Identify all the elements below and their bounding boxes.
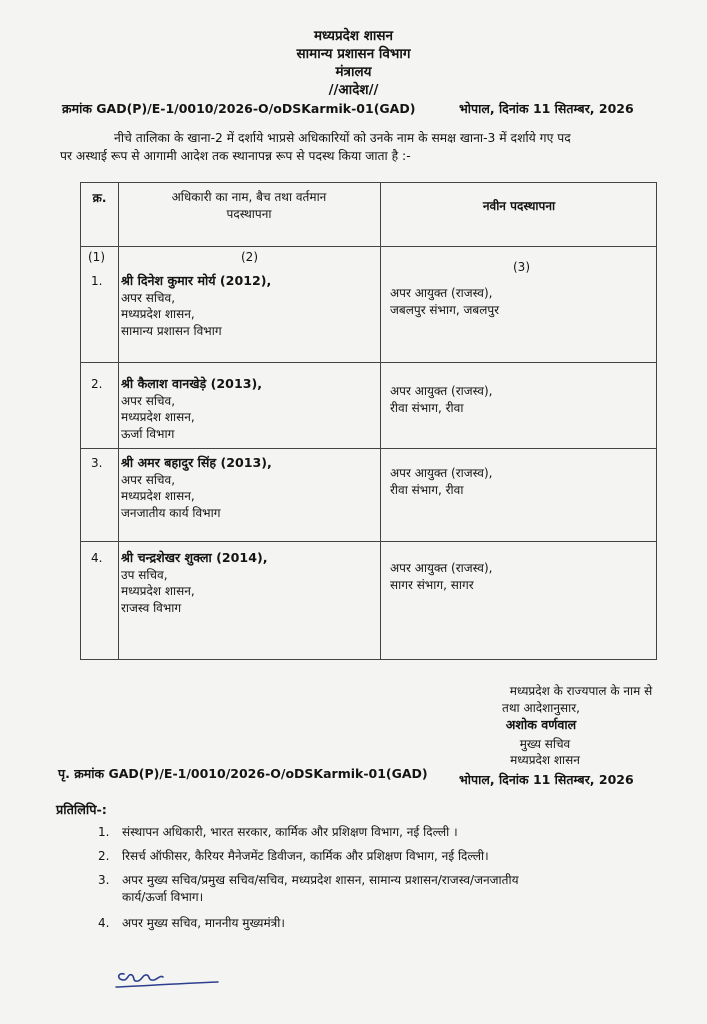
- posting-table: [80, 182, 657, 660]
- endorsement-number: पृ. क्रमांक GAD(P)/E-1/0010/2026-O/oDSKarmik-01(GAD): [58, 766, 428, 781]
- officer-detail: राजस्व विभाग: [121, 600, 182, 615]
- new-posting: अपर आयुक्त (राजस्व), रीवा संभाग, रीवा: [390, 384, 493, 415]
- officer-detail: मध्यप्रदेश शासन,: [121, 584, 195, 598]
- officer-detail: मध्यप्रदेश शासन,: [121, 307, 195, 321]
- officer-detail: अपर सचिव,: [121, 393, 176, 408]
- new-posting: अपर आयुक्त (राजस्व), जबलपुर संभाग, जबलपुर: [390, 286, 500, 317]
- copy-item-number: 1.: [98, 825, 110, 839]
- order-number: क्रमांक GAD(P)/E-1/0010/2026-O/oDSKarmik-01(GAD): [62, 101, 416, 116]
- col-number-1: (1): [88, 250, 105, 264]
- signatory-office: मध्यप्रदेश शासन: [510, 753, 580, 767]
- table-row-divider: [81, 541, 656, 542]
- new-posting: अपर आयुक्त (राजस्व), रीवा संभाग, रीवा: [390, 466, 493, 497]
- header-new-posting: नवीन पदस्थापना: [482, 199, 556, 213]
- copy-item-number: 2.: [98, 849, 110, 863]
- signatory-designation: मुख्य सचिव: [519, 737, 571, 751]
- row-serial: 2.: [91, 377, 103, 391]
- table-row: [121, 550, 268, 616]
- officer-detail: मध्यप्रदेश शासन,: [121, 489, 195, 503]
- table-row-divider: [81, 246, 656, 247]
- col-number-3: (3): [513, 260, 530, 274]
- table-row: [121, 455, 272, 521]
- col-number-2: (2): [241, 250, 258, 264]
- copy-item: अपर मुख्य सचिव, माननीय मुख्यमंत्री।: [122, 916, 285, 930]
- officer-detail: अपर सचिव,: [121, 472, 176, 487]
- governor-order-line: मध्यप्रदेश के राज्यपाल के नाम से: [509, 684, 653, 698]
- table-row: [121, 273, 271, 339]
- officer-detail: ऊर्जा विभाग: [121, 426, 175, 441]
- officer-detail: उप सचिव,: [121, 567, 168, 582]
- officer-name: श्री कैलाश वानखेड़े (2013),: [121, 376, 263, 391]
- officer-detail: सामान्य प्रशासन विभाग: [121, 323, 222, 338]
- table-col-divider: [118, 183, 119, 659]
- handwritten-initials-signature: [110, 960, 230, 1000]
- header-serial: क्र.: [92, 191, 107, 205]
- state-government-heading: मध्यप्रदेश शासन: [313, 28, 393, 44]
- officer-detail: अपर सचिव,: [121, 290, 176, 305]
- order-place-date: भोपाल, दिनांक 11 सितम्बर, 2026: [459, 101, 634, 116]
- copy-item-number: 4.: [98, 916, 110, 930]
- copy-item-number: 3.: [98, 873, 110, 887]
- row-serial: 3.: [91, 456, 103, 470]
- officer-name: श्री अमर बहादुर सिंह (2013),: [121, 455, 272, 470]
- table-row-divider: [81, 448, 656, 449]
- signature-line-2: तथा आदेशानुसार,: [502, 701, 580, 715]
- table-col-divider: [380, 183, 381, 659]
- intro-line-2: पर अस्थाई रूप से आगामी आदेश तक स्थानापन्न रूप से पदस्थ किया जाता है :-: [60, 149, 411, 163]
- intro-line-1: नीचे तालिका के खाना-2 में दर्शाये भाप्रसे अधिकारियों को उनके नाम के समक्ष खाना-3 में दर्शाये गए पद: [114, 131, 571, 145]
- secretariat-heading: मंत्रालय: [335, 64, 372, 80]
- department-heading: सामान्य प्रशासन विभाग: [296, 46, 411, 62]
- copy-item: संस्थापन अधिकारी, भारत सरकार, कार्मिक और प्रशिक्षण विभाग, नई दिल्ली ।: [122, 825, 458, 839]
- endorsement-place-date: भोपाल, दिनांक 11 सितम्बर, 2026: [459, 772, 634, 787]
- signatory-name: अशोक वर्णवाल: [505, 717, 577, 732]
- officer-detail: मध्यप्रदेश शासन,: [121, 410, 195, 424]
- table-row: [121, 376, 262, 442]
- copy-item: अपर मुख्य सचिव/प्रमुख सचिव/सचिव, मध्यप्रदेश शासन, सामान्य प्रशासन/राजस्व/जनजातीय कार्य/ऊर्जा विभाग।: [122, 873, 519, 904]
- header-officer: अधिकारी का नाम, बैच तथा वर्तमान पदस्थापना: [171, 190, 327, 221]
- new-posting: अपर आयुक्त (राजस्व), सागर संभाग, सागर: [390, 561, 493, 592]
- copy-to-heading: प्रतिलिपि-:: [56, 803, 107, 818]
- copy-item: रिसर्च ऑफीसर, कैरियर मैनेजमेंट डिवीजन, कार्मिक और प्रशिक्षण विभाग, नई दिल्ली।: [122, 849, 489, 863]
- signature-block: [476, 683, 686, 699]
- officer-name: श्री दिनेश कुमार मोर्य (2012),: [121, 273, 272, 288]
- row-serial: 4.: [91, 551, 103, 565]
- table-row-divider: [81, 362, 656, 363]
- officer-detail: जनजातीय कार्य विभाग: [121, 505, 221, 520]
- row-serial: 1.: [91, 274, 103, 288]
- officer-name: श्री चन्द्रशेखर शुक्ला (2014),: [121, 550, 268, 565]
- order-heading: //आदेश//: [328, 82, 379, 98]
